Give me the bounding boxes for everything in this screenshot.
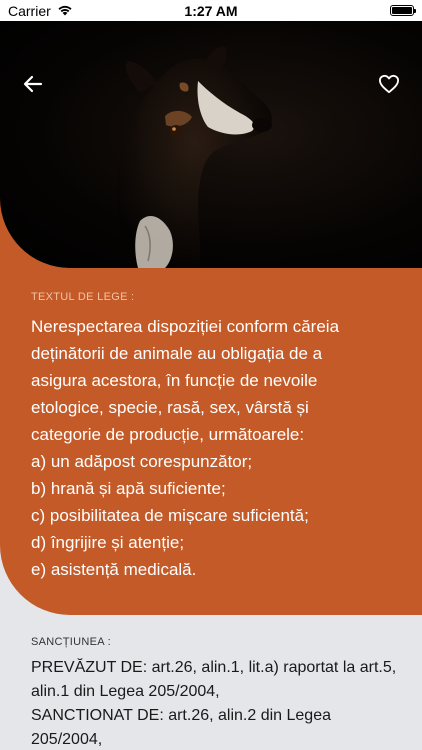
heart-icon	[378, 74, 400, 94]
arrow-left-icon	[23, 75, 43, 93]
law-line: d) îngrijire și atenție;	[31, 533, 185, 552]
status-bar	[0, 0, 422, 21]
law-line: etologice, specie, rasă, sex, vârstă și	[31, 398, 309, 417]
carrier-label: Carrier	[8, 2, 51, 19]
battery-icon	[390, 5, 414, 16]
hero-image	[0, 21, 422, 268]
law-line: Nerespectarea dispoziției conform căreia	[31, 317, 340, 336]
law-line: c) posibilitatea de mișcare suficientă;	[31, 506, 309, 525]
wifi-icon	[57, 3, 73, 19]
back-button[interactable]	[18, 70, 48, 98]
law-line: asigura acestora, în funcție de nevoile	[31, 371, 318, 390]
sanction-line: 205/2004,	[31, 731, 103, 748]
law-line: a) un adăpost corespunzător;	[31, 452, 253, 471]
law-line: categorie de producție, următoarele:	[31, 425, 305, 444]
law-line: e) asistență medicală.	[31, 560, 197, 579]
law-text	[31, 313, 401, 583]
law-label: TEXTUL DE LEGE :	[31, 291, 135, 303]
law-line: deținătorii de animale au obligația de a	[31, 344, 323, 363]
sanction-label: SANCȚIUNEA :	[31, 636, 112, 648]
sanction-line: PREVĂZUT DE: art.26, alin.1, lit.a) raportat la art.5,	[31, 659, 397, 676]
sanction-line: alin.1 din Legea 205/2004,	[31, 683, 220, 700]
status-time: 1:27 AM	[184, 2, 238, 19]
favorite-button[interactable]	[374, 70, 404, 98]
sanction-text	[31, 656, 416, 750]
dog-photo	[0, 21, 422, 268]
law-line: b) hrană și apă suficiente;	[31, 479, 226, 498]
sanction-line: SANCTIONAT DE: art.26, alin.2 din Legea	[31, 707, 331, 724]
